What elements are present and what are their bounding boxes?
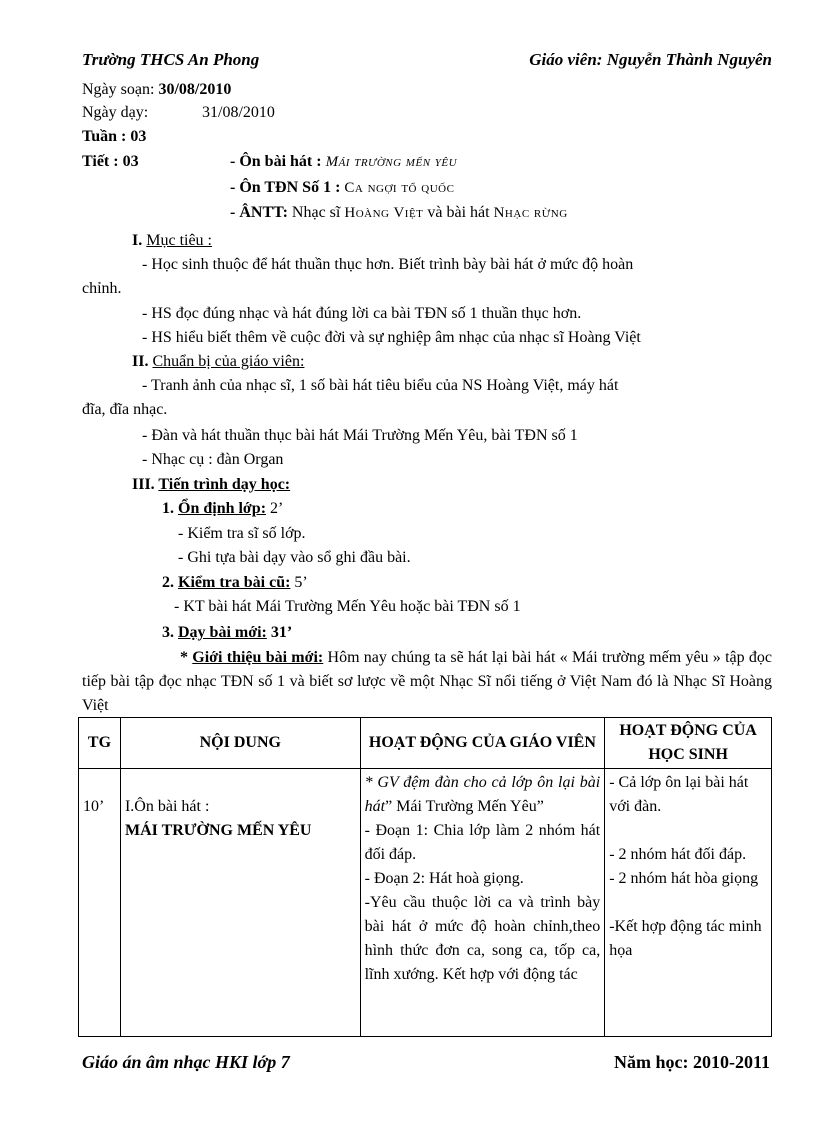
step-2-heading (162, 571, 776, 594)
s1-line-2: chỉnh. (82, 280, 122, 297)
s1-line-3: - HS đọc đúng nhạc và hát đúng lời ca bài TĐN số 1 thuần thục hơn. (142, 305, 582, 322)
teacher-intro (365, 771, 601, 819)
section-1-heading (132, 229, 776, 252)
row-content-title: I.Ôn bài hát : (124, 798, 210, 815)
section-3-heading (132, 473, 776, 496)
header-content: NỘI DUNG (120, 718, 360, 769)
row-content-song: MÁI TRƯỜNG MẾN YÊU (124, 822, 312, 839)
school-name: Trường THCS An Phong (82, 50, 260, 69)
teach-date-value: 31/08/2010 (202, 104, 275, 121)
topic-3-text2: và bài hát (423, 204, 494, 221)
header-student-activity: HOẠT ĐỘNG CỦA HỌC SINH (605, 718, 772, 769)
prep-date-line (82, 78, 776, 101)
header-teacher-activity: HOẠT ĐỘNG CỦA GIÁO VIÊN (360, 718, 605, 769)
intro-star: * (180, 649, 193, 666)
teach-date-line (82, 101, 776, 124)
lesson-table (78, 717, 772, 1037)
row-student-cell (605, 769, 772, 1037)
section-2-title: Chuẩn bị của giáo viên: (152, 353, 305, 370)
s1-line-4: - HS hiểu biết thêm về cuộc đời và sự nghiệp âm nhạc của nhạc sĩ Hoàng Việt (142, 329, 641, 346)
topic-1 (230, 150, 776, 174)
step-1-line-1: - Kiểm tra sĩ số lớp. (178, 525, 306, 542)
teacher-line-3: -Yêu cầu thuộc lời ca và trình bày bài hát ở mức độ hoàn chỉnh,theo hình thức đơn ca, song ca, tốp ca, lĩnh xướng. Kết hợp với động tác (364, 894, 601, 983)
step-3-heading (162, 621, 776, 644)
student-line-4: -Kết hợp động tác minh họa (609, 918, 762, 959)
section-2-heading (132, 350, 776, 373)
header-time: TG (79, 718, 121, 769)
s2-line-2: đĩa, đĩa nhạc. (82, 401, 168, 418)
topic-1-prefix: - Ôn bài hát : (230, 153, 326, 170)
table-row (79, 769, 772, 1037)
topic-2-prefix: - Ôn TĐN Số 1 : (230, 179, 345, 196)
prep-date-label: Ngày soạn: (82, 81, 159, 98)
step-1-title: Ổn định lớp: (178, 500, 267, 517)
step-1-heading (162, 497, 776, 520)
step-2-number: 2. (162, 574, 178, 591)
topic-1-title: Mái trường mến yêu (325, 154, 458, 170)
row-teacher-cell (360, 769, 605, 1037)
footer-school-year: Năm học: 2010-2011 (614, 1052, 770, 1072)
step-1-number: 1. (162, 500, 178, 517)
s2-line-1: - Tranh ảnh của nhạc sĩ, 1 số bài hát tiêu biểu của NS Hoàng Việt, máy hát (142, 377, 619, 394)
s2-line-3: - Đàn và hát thuần thục bài hát Mái Trường Mến Yêu, bài TĐN số 1 (142, 427, 578, 444)
student-line-1: - Cả lớp ôn lại bài hát với đàn. (609, 774, 749, 815)
intro-title: Giới thiệu bài mới: (192, 649, 324, 666)
section-2-number: II. (132, 353, 153, 370)
step-1-line-2: - Ghi tựa bài dạy vào sổ ghi đầu bài. (178, 549, 411, 566)
step-2-line-1: - KT bài hát Mái Trường Mến Yêu hoặc bài TĐN số 1 (174, 598, 521, 615)
step-2-time: 5’ (290, 574, 308, 591)
student-line-3: - 2 nhóm hát hòa giọng (609, 870, 759, 887)
step-3-number: 3. (162, 624, 178, 641)
intro-paragraph (82, 646, 772, 718)
intro-text: Hôm nay chúng ta sẽ hát lại bài hát « Mái trường mếm yêu » tập đọc tiếp bài tập đọc nhạc TĐN số 1 và biết sơ lược về một Nhạc Sĩ nổi tiếng ở Việt Nam đó là Nhạc Sĩ Hoàng Việt (82, 649, 773, 714)
topic-2 (230, 176, 776, 200)
row-time: 10’ (83, 798, 105, 815)
week-line: Tuần : 03 (82, 128, 147, 145)
prep-date-value: 30/08/2010 (158, 81, 232, 98)
table-header-row (79, 718, 772, 769)
teacher-intro-song: ” Mái Trường Mến Yêu” (385, 798, 544, 815)
student-line-2: - 2 nhóm hát đối đáp. (609, 846, 747, 863)
topic-3-text1: Nhạc sĩ (291, 204, 345, 221)
section-3-number: III. (132, 476, 159, 493)
footer-course: Giáo án âm nhạc HKI lớp 7 (82, 1052, 290, 1072)
topic-3-name: Hoàng Việt (344, 205, 424, 221)
s1-line-1: - Học sinh thuộc để hát thuần thục hơn. Biết trình bày bài hát ở mức độ hoàn (142, 256, 634, 273)
teacher-line-2: - Đoạn 2: Hát hoà giọng. (364, 870, 524, 887)
teacher-name: Giáo viên: Nguyễn Thành Nguyên (529, 50, 772, 69)
row-time-cell (79, 769, 121, 1037)
s2-line-4: - Nhạc cụ : đàn Organ (142, 451, 284, 468)
step-3-title: Dạy bài mới: (178, 624, 267, 641)
row-content-cell (120, 769, 360, 1037)
section-1-title: Mục tiêu : (146, 232, 212, 249)
topic-2-title: Ca ngợi tổ quốc (344, 180, 455, 196)
topic-3-song: Nhạc rừng (493, 205, 568, 221)
teach-date-label: Ngày dạy: (82, 104, 149, 121)
step-1-time: 2’ (266, 500, 284, 517)
topic-3 (230, 201, 776, 225)
teacher-line-1: - Đoạn 1: Chia lớp làm 2 nhóm hát đối đáp. (364, 822, 601, 863)
section-3-title: Tiến trình dạy học: (158, 476, 291, 493)
step-2-title: Kiểm tra bài cũ: (178, 574, 291, 591)
step-3-time: 31’ (266, 624, 293, 641)
teacher-intro-italic: * GV đệm đàn cho cả lớp ôn lại bài hát (364, 774, 601, 815)
period-line: Tiết : 03 (82, 153, 139, 170)
topic-3-prefix: - ÂNTT: (230, 204, 292, 221)
section-1-number: I. (132, 232, 147, 249)
